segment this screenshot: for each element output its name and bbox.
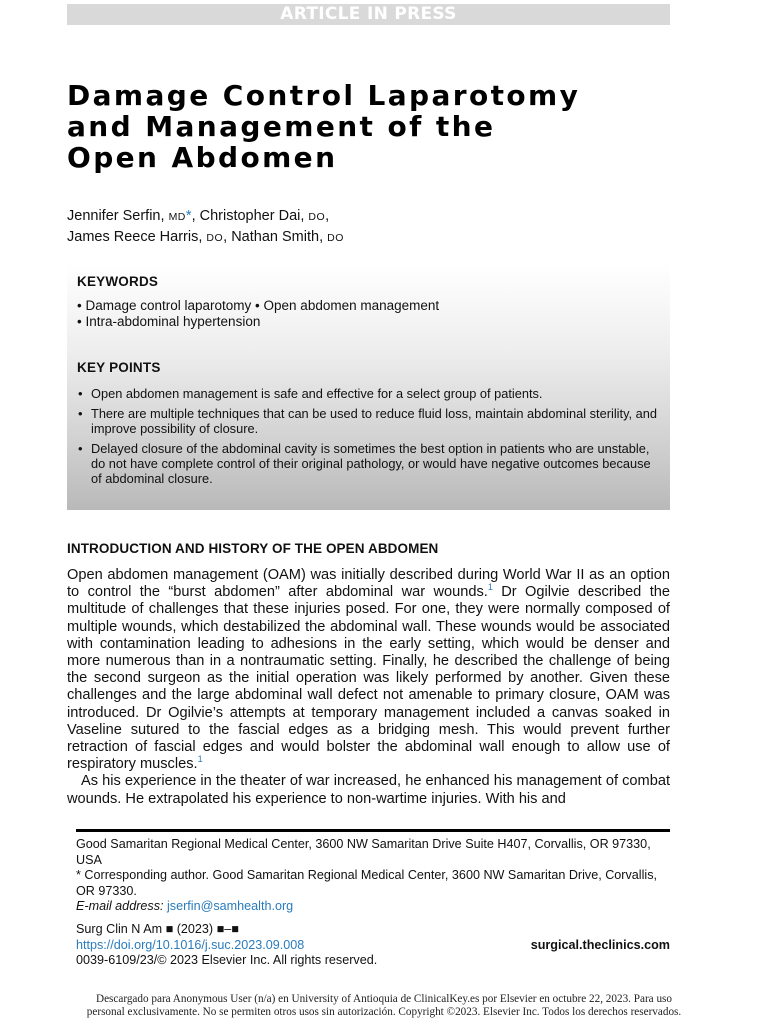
paragraph-text: Open abdomen management (OAM) was initially described during World War II as an option to control the “burst abdomen” after abdominal war wounds.	[67, 567, 670, 601]
key-point-item: • There are multiple techniques that can be used to reduce fluid loss, maintain abdominal sterility, and improve possibility of closure.	[77, 406, 663, 436]
author-name: Jennifer Serfin,	[67, 208, 165, 224]
title-line: Open Abdomen	[67, 141, 338, 174]
email-line	[76, 899, 670, 915]
body-text	[67, 567, 670, 808]
key-point-item: • Delayed closure of the abdominal cavity is sometimes the best option in patients who are unstable, do not have complete control of their original pathology, or would have negative outcomes because of abdominal closure.	[77, 441, 663, 486]
author-degree: DO	[206, 232, 224, 244]
author-separator: ,	[325, 208, 330, 224]
footnote-divider	[76, 829, 670, 832]
doi-link[interactable]: https://doi.org/10.1016/j.suc.2023.09.008	[76, 937, 305, 952]
reference-link[interactable]: 1	[197, 754, 203, 765]
keywords-heading: KEYWORDS	[77, 274, 159, 289]
email-label: E-mail address:	[76, 899, 164, 914]
author-list	[67, 206, 344, 248]
author-degree: MD	[168, 211, 186, 223]
download-notice	[20, 993, 748, 1018]
author-name: James Reece Harris,	[67, 229, 203, 245]
reference-link[interactable]: 1	[487, 582, 493, 593]
footnotes	[76, 837, 670, 915]
author-name: , Nathan Smith,	[223, 229, 324, 245]
paragraph-text: Dr Ogilvie described the multitude of challenges that these injuries posed. For one, they were normally composed of multiple wounds, which destabilized the abdominal wall. These wounds would be associated with contamination leading to adhesions in the early setting, which would be denser and more numerous than in a nontraumatic setting. Finally, he described the challenge of being the second surgeon as the initial operation was likely performed by another. Given these challenges and the large abdominal wall defect not amenable to primary closure, OAM was introduced. Dr Ogilvie’s attempts at temporary management included a canvas soaked in Vaseline sutured to the fascial edges as a bridging mesh. This would prevent further retraction of fascial edges and would bolster the abdominal wall enough to allow use of respiratory muscles.	[67, 584, 670, 773]
copyright: 0039-6109/23/© 2023 Elsevier Inc. All rights reserved.	[76, 953, 378, 968]
title-line: and Management of the	[67, 110, 496, 143]
article-title	[67, 80, 580, 173]
keywords-line: • Damage control laparotomy • Open abdomen management	[77, 298, 440, 313]
corresponding-author-note: * Corresponding author. Good Samaritan Regional Medical Center, 3600 NW Samaritan Drive, Corvallis, OR 97330.	[76, 868, 657, 898]
section-heading: INTRODUCTION AND HISTORY OF THE OPEN ABDOMEN	[67, 541, 439, 556]
affiliation: Good Samaritan Regional Medical Center, 3600 NW Samaritan Drive Suite H407, Corvallis, OR 97330, USA	[76, 837, 651, 867]
paragraph	[67, 567, 670, 773]
title-line: Damage Control Laparotomy	[67, 79, 581, 112]
key-points-heading: KEY POINTS	[77, 360, 161, 375]
key-point-item: • Open abdomen management is safe and effective for a select group of patients.	[77, 386, 663, 401]
download-notice-line: personal exclusivamente. No se permiten otros usos sin autorización. Copyright ©2023. Elsevier Inc. Todos los derechos reservados.	[86, 1005, 682, 1018]
author-degree: DO	[308, 211, 326, 223]
journal-citation: Surg Clin N Am ■ (2023) ■–■	[76, 922, 239, 936]
download-notice-line: Descargado para Anonymous User (n/a) en University of Antioquia de ClinicalKey.es por Elsevier en octubre 22, 2023. Para uso	[95, 993, 672, 1005]
article-in-press-banner: ARTICLE IN PRESS	[67, 4, 670, 25]
author-line	[67, 227, 344, 248]
author-degree: DO	[327, 232, 344, 244]
author-name: , Christopher Dai,	[191, 208, 305, 224]
key-points-list	[77, 386, 663, 491]
journal-site: surgical.theclinics.com	[530, 937, 670, 952]
email-link[interactable]: jserfin@samhealth.org	[167, 899, 294, 914]
paragraph: As his experience in the theater of war increased, he enhanced his management of combat wounds. He extrapolated his experience to non-wartime injuries. With his and	[67, 773, 670, 807]
keywords-keypoints-box	[67, 264, 670, 510]
author-line	[67, 206, 344, 227]
corresponding-author-link[interactable]: *	[185, 208, 192, 224]
citation-block	[76, 922, 670, 969]
keywords-line: • Intra-abdominal hypertension	[77, 314, 261, 329]
